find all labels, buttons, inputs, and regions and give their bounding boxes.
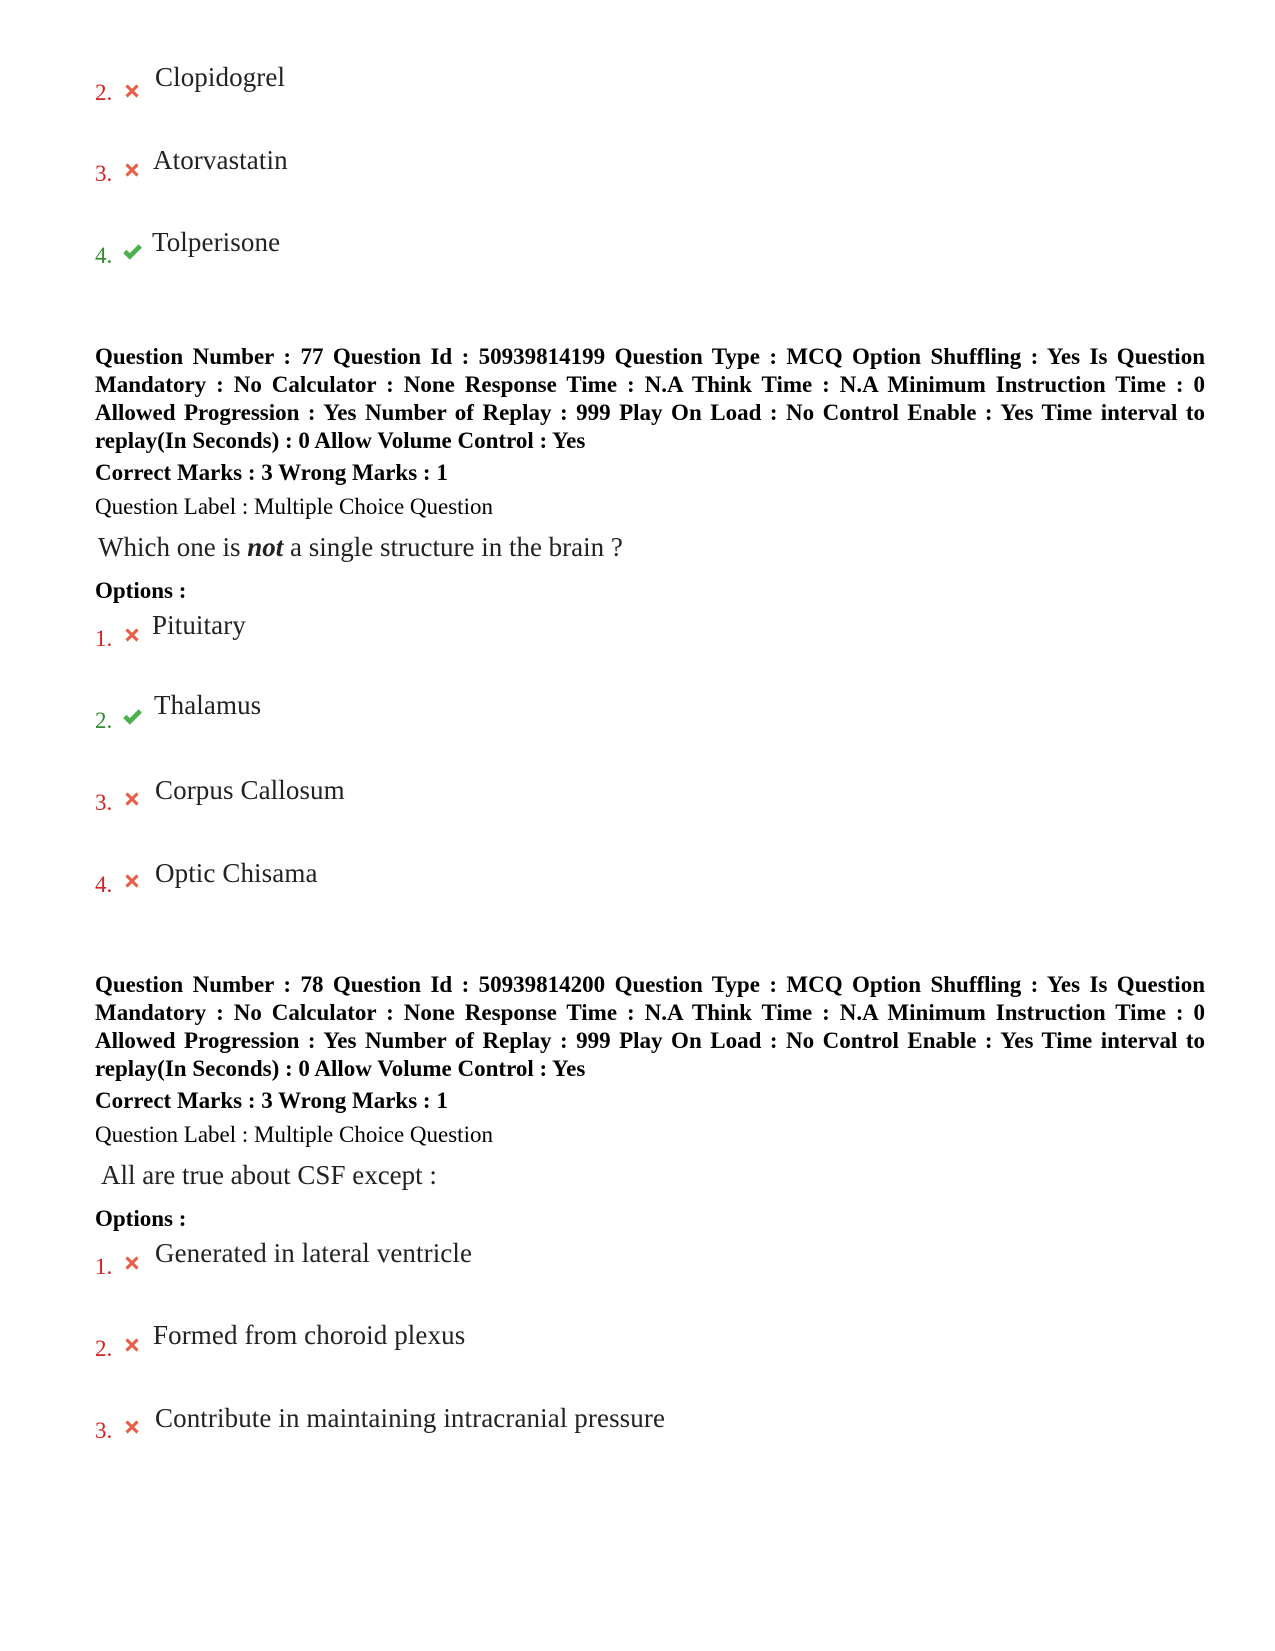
option-text: Atorvastatin — [153, 145, 288, 175]
question-block — [95, 971, 1205, 1233]
option-text: Pituitary — [152, 610, 246, 640]
option-number: 4. — [95, 872, 113, 897]
question-marks: Correct Marks : 3 Wrong Marks : 1 — [95, 1088, 448, 1113]
cross-icon — [121, 624, 143, 646]
option-text: Contribute in maintaining intracranial pressure — [155, 1403, 666, 1433]
option-number: 1. — [95, 626, 113, 651]
option-row — [95, 227, 1095, 277]
option-row — [95, 1320, 1095, 1370]
option-row — [95, 145, 1095, 195]
option-number: 2. — [95, 1336, 113, 1361]
option-text: Generated in lateral ventricle — [155, 1238, 473, 1268]
question-text-part: a single structure in the brain ? — [283, 532, 623, 562]
option-text: Formed from choroid plexus — [153, 1320, 466, 1350]
option-number: 4. — [95, 243, 113, 268]
option-text: Tolperisone — [152, 227, 281, 257]
question-text-emphasis: not — [247, 532, 284, 562]
check-icon — [121, 241, 143, 263]
option-text: Thalamus — [154, 690, 262, 720]
cross-icon — [121, 1252, 143, 1274]
question-block — [95, 343, 1205, 605]
option-row — [95, 775, 1095, 825]
option-text: Clopidogrel — [155, 62, 286, 92]
option-number: 3. — [95, 161, 113, 186]
question-text: All are true about CSF except : — [101, 1160, 437, 1190]
option-number: 1. — [95, 1254, 113, 1279]
option-row — [95, 858, 1095, 908]
question-label: Question Label : Multiple Choice Question — [95, 494, 493, 519]
question-text-part: Which one is — [98, 532, 248, 562]
option-number: 2. — [95, 80, 113, 105]
question-meta: Question Number : 77 Question Id : 50939814199 Question Type : MCQ Option Shuffling : Yes Is Question Mandatory : No Calculator : None Response Time : N.A Think Time : N.A Minimum Instruction Time : 0 Allowed Progression : Yes Number of Replay : 999 Play On Load : No Control Enable : Yes Time interval to replay(In Seconds) : 0 Allow Volume Control : Yes — [95, 344, 1205, 453]
question-meta: Question Number : 78 Question Id : 50939814200 Question Type : MCQ Option Shuffling : Yes Is Question Mandatory : No Calculator : None Response Time : N.A Think Time : N.A Minimum Instruction Time : 0 Allowed Progression : Yes Number of Replay : 999 Play On Load : No Control Enable : Yes Time interval to replay(In Seconds) : 0 Allow Volume Control : Yes — [95, 972, 1205, 1081]
option-row — [95, 690, 1095, 740]
cross-icon — [121, 788, 143, 810]
options-header: Options : — [95, 1206, 187, 1231]
option-number: 3. — [95, 1418, 113, 1443]
check-icon — [121, 706, 143, 728]
option-number: 2. — [95, 708, 113, 733]
option-row — [95, 62, 1095, 112]
options-header: Options : — [95, 578, 187, 603]
cross-icon — [121, 1334, 143, 1356]
option-row — [95, 610, 1095, 660]
option-row — [95, 1403, 1095, 1453]
question-label: Question Label : Multiple Choice Question — [95, 1122, 493, 1147]
option-text: Optic Chisama — [155, 858, 318, 888]
option-number: 3. — [95, 790, 113, 815]
option-text: Corpus Callosum — [155, 775, 345, 805]
question-marks: Correct Marks : 3 Wrong Marks : 1 — [95, 460, 448, 485]
question-text — [98, 531, 1205, 563]
cross-icon — [121, 1416, 143, 1438]
cross-icon — [121, 870, 143, 892]
cross-icon — [121, 80, 143, 102]
cross-icon — [121, 159, 143, 181]
option-row — [95, 1238, 1095, 1288]
